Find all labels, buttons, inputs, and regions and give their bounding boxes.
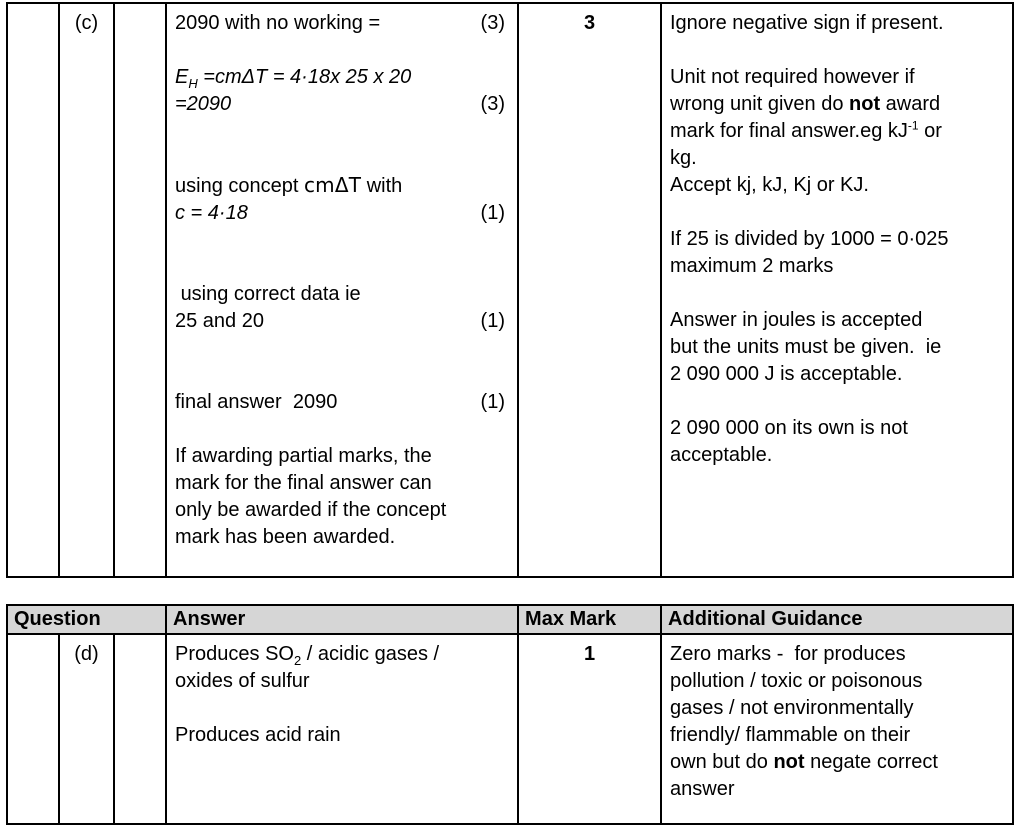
header-max-mark: Max Mark — [518, 605, 661, 634]
question-part-label: (c) — [74, 12, 99, 34]
text-line: 25 and 20 (1) — [175, 308, 509, 335]
text-line: Produces $SO_2$ / acidic gases / — [175, 643, 440, 668]
text-line: Answer in joules is accepted — [670, 309, 923, 331]
text-line: mark for final answer.eg $kJ^{-1}$ or — [670, 118, 942, 142]
cell-additional-guidance — [661, 3, 1013, 577]
text-line: gases / not environmentally — [670, 697, 914, 719]
text-line — [175, 145, 509, 172]
mark-allocation: (1) — [480, 202, 505, 224]
text-line — [175, 335, 509, 362]
table-header-row — [7, 605, 1013, 634]
table-row-question-d — [7, 634, 1013, 824]
text-line — [175, 362, 509, 389]
text-line: Ignore negative sign if present. — [670, 12, 944, 34]
text-line: 2 090 000 on its own is not — [670, 417, 908, 439]
mark-scheme-table-question-d — [6, 604, 1014, 825]
text-line: friendly/ flammable on their — [670, 724, 911, 746]
text-line: kg. — [670, 147, 697, 169]
mark-scheme-table-question-c — [6, 2, 1014, 578]
mark-allocation: (1) — [480, 391, 505, 413]
text-line: wrong unit given do not award — [670, 93, 941, 115]
text-line: Produces acid rain — [175, 724, 341, 746]
text-line: maximum 2 marks — [670, 255, 834, 277]
text-line — [175, 118, 509, 145]
text-line: only be awarded if the concept — [175, 499, 447, 521]
text-line — [175, 254, 509, 281]
cell-question-part — [59, 3, 114, 577]
text-line: If 25 is divided by 1000 = 0·025 — [670, 228, 949, 250]
text-line — [670, 388, 1004, 415]
text-line: using correct data ie — [175, 283, 361, 305]
text-line: =2090 (3) — [175, 91, 509, 118]
text-line — [175, 416, 509, 443]
text-line: c = 4·18 (1) — [175, 200, 509, 227]
header-answer: Answer — [166, 605, 518, 634]
text-line: 2 090 000 J is acceptable. — [670, 363, 903, 385]
text-line: 2090 with no working = (3) — [175, 10, 509, 37]
text-line — [175, 695, 509, 722]
mark-allocation: (1) — [480, 310, 505, 332]
header-additional-guidance: Additional Guidance — [661, 605, 1013, 634]
answer-text — [175, 10, 509, 551]
cell-question-part — [59, 634, 114, 824]
max-mark-value: 1 — [583, 643, 596, 665]
guidance-text — [670, 10, 1004, 469]
text-line — [175, 37, 509, 64]
cell-answer — [166, 3, 518, 577]
text-line: Unit not required however if — [670, 66, 915, 88]
question-part-label: (d) — [74, 643, 99, 665]
cell-question-subpart — [114, 634, 166, 824]
table-row-question-c — [7, 3, 1013, 577]
answer-text — [175, 641, 509, 749]
text-line: pollution / toxic or poisonous — [670, 670, 923, 692]
text-line: but the units must be given. ie — [670, 336, 942, 358]
cell-question-number — [7, 3, 59, 577]
mark-allocation: (3) — [480, 93, 505, 115]
guidance-text — [670, 641, 1004, 803]
text-line: oxides of sulfur — [175, 670, 310, 692]
header-question: Question — [7, 605, 166, 634]
text-line: answer — [670, 778, 735, 800]
text-line: $E_H =cm\Delta T = 4\cdot 18x$ 25 x 20 — [175, 66, 412, 91]
text-line: using concept cmΔT with — [175, 173, 403, 197]
text-line: Zero marks - for produces — [670, 643, 906, 665]
text-line: mark has been awarded. — [175, 526, 396, 548]
max-mark-value: 3 — [583, 12, 596, 34]
mark-allocation: (3) — [480, 12, 505, 34]
text-line: own but do not negate correct — [670, 751, 938, 773]
cell-question-number — [7, 634, 59, 824]
cell-max-mark — [518, 3, 661, 577]
cell-answer — [166, 634, 518, 824]
text-line: If awarding partial marks, the — [175, 445, 432, 467]
cell-question-subpart — [114, 3, 166, 577]
text-line — [175, 227, 509, 254]
text-line: final answer 2090 (1) — [175, 389, 509, 416]
text-line — [670, 199, 1004, 226]
cell-additional-guidance — [661, 634, 1013, 824]
cell-max-mark — [518, 634, 661, 824]
text-line — [670, 37, 1004, 64]
text-line: Accept kj, kJ, Kj or KJ. — [670, 174, 869, 196]
text-line: acceptable. — [670, 444, 773, 466]
text-line — [670, 280, 1004, 307]
text-line: mark for the final answer can — [175, 472, 432, 494]
